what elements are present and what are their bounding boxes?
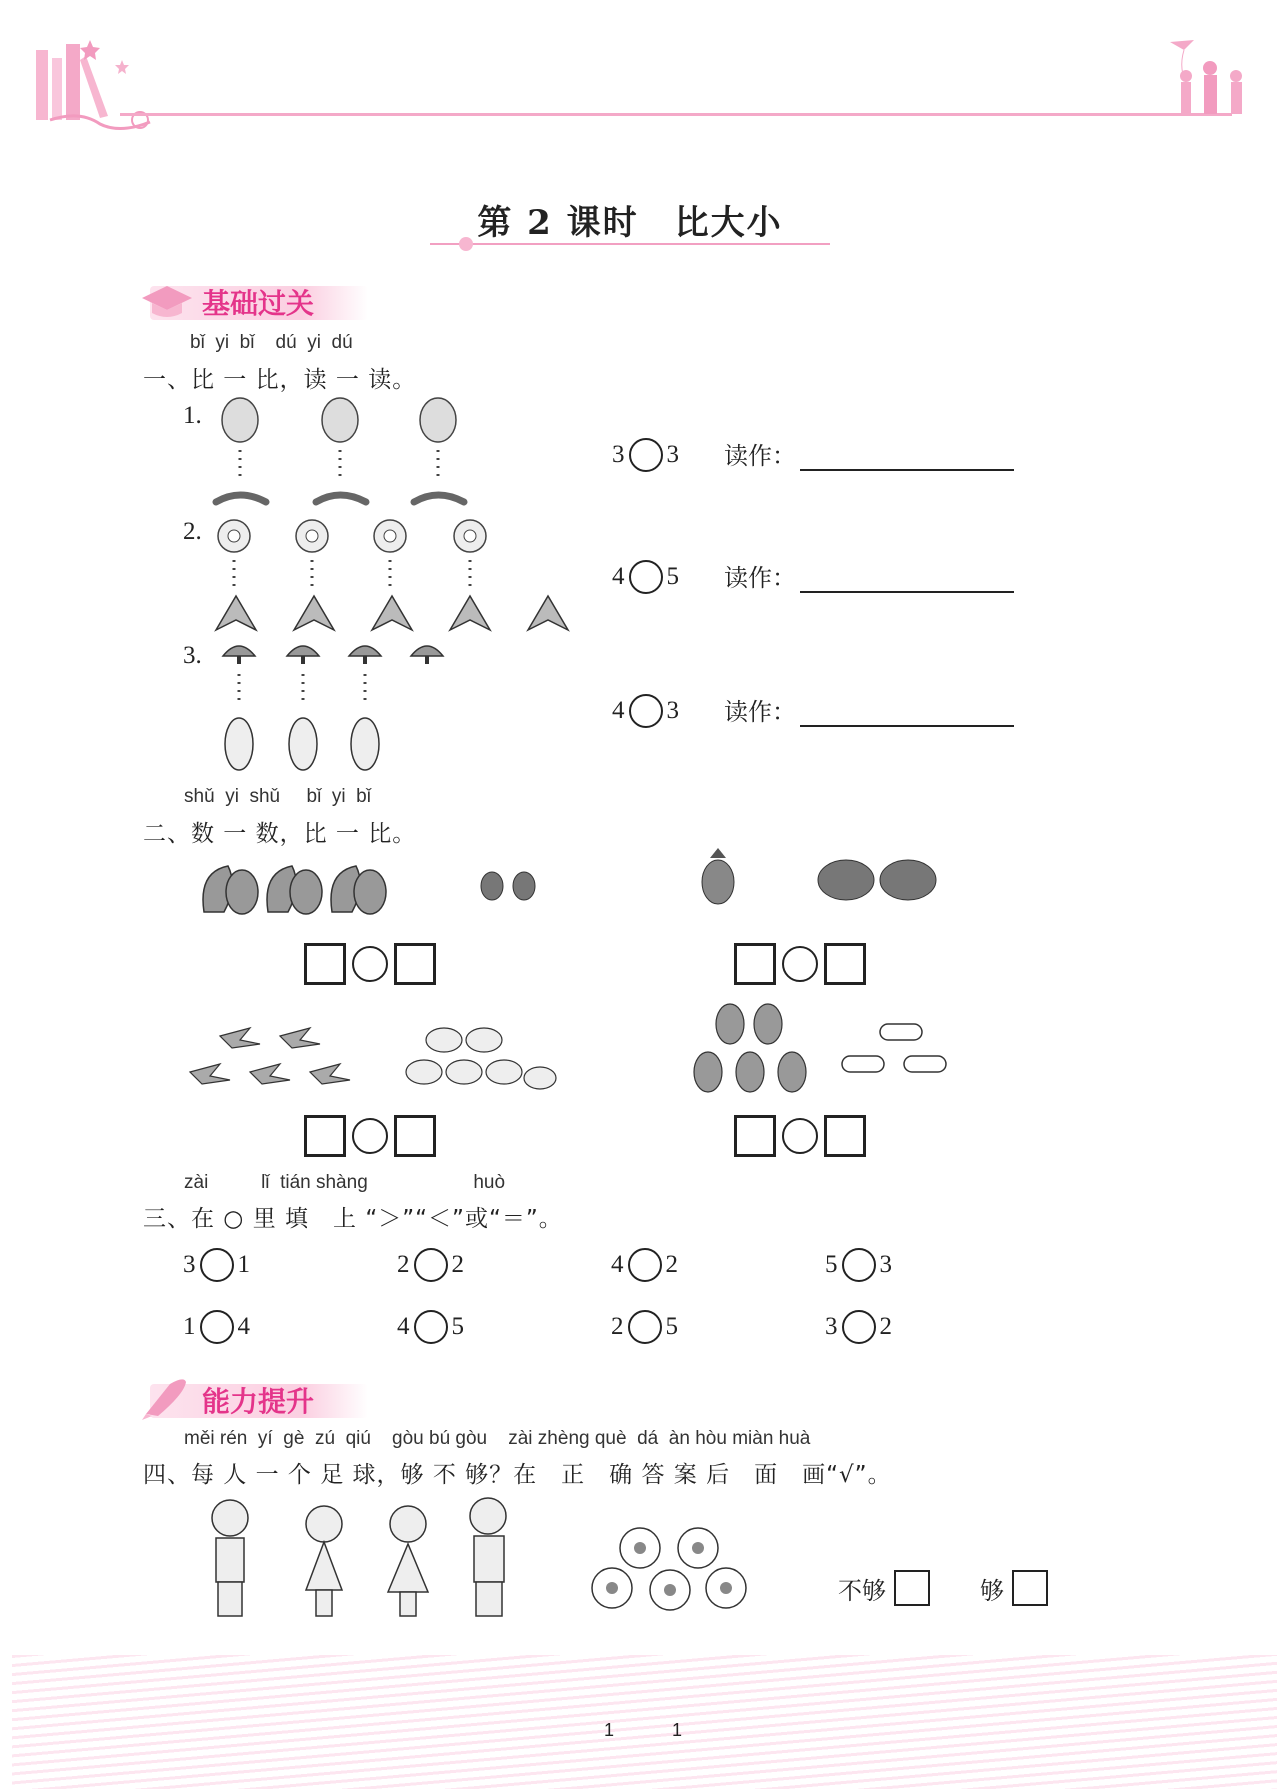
- q1-question: 一、比 一 比，读 一 读。: [143, 367, 417, 393]
- q1-read-2: [724, 558, 1014, 593]
- q1-read-2-blank[interactable]: [800, 567, 1014, 593]
- q1-compare-1-right: 3: [666, 441, 679, 468]
- q3-r1-c4-circle[interactable]: [842, 1248, 876, 1282]
- q4-not-enough-label: 不够: [838, 1576, 886, 1605]
- q3-r2-c3-circle[interactable]: [628, 1310, 662, 1344]
- q3-r2-c4-left: 3: [825, 1313, 838, 1340]
- children-illustration: [198, 1498, 518, 1620]
- q3-r1-c1-left: 3: [183, 1251, 196, 1278]
- dogs-bones-illustration: [686, 996, 956, 1100]
- q4-enough-label: 够: [980, 1576, 1004, 1605]
- q1-read-3-blank[interactable]: [800, 701, 1014, 727]
- q3-r2-c2-right: 5: [451, 1313, 464, 1340]
- q2-circle-3[interactable]: [352, 1118, 388, 1154]
- pineapple-watermelons-illustration: [696, 846, 946, 906]
- flowers-butterflies-illustration: [210, 512, 580, 640]
- page-number-right: 1: [672, 1720, 683, 1740]
- q3-r1-c3-left: 4: [611, 1251, 624, 1278]
- q1-item-2-label: 2.: [183, 518, 202, 545]
- section-title-advanced: 能力提升: [202, 1385, 315, 1418]
- q1-compare-2-left: 4: [612, 563, 625, 590]
- q2-box-3a[interactable]: [304, 1115, 346, 1157]
- q3-r1-c3: [611, 1248, 678, 1282]
- q1-compare-3-left: 4: [612, 697, 625, 724]
- section-title-basic: 基础过关: [202, 287, 315, 320]
- q3-r2-c4-right: 2: [879, 1313, 892, 1340]
- q3-r1-c2-circle[interactable]: [414, 1248, 448, 1282]
- q1-pinyin: bǐ yi bǐ dú yi dú: [190, 332, 353, 353]
- q3-r1-c4: [825, 1248, 892, 1282]
- q3-r1-c2-left: 2: [397, 1251, 410, 1278]
- q3-r2-c3-left: 2: [611, 1313, 624, 1340]
- q2-box-2a[interactable]: [734, 943, 776, 985]
- rocket-icon: [140, 1376, 190, 1420]
- q1-compare-3-right: 3: [666, 697, 679, 724]
- q3-r2-c1: [183, 1310, 250, 1344]
- q3-r2-c2: [397, 1310, 464, 1344]
- q2-box-4b[interactable]: [824, 1115, 866, 1157]
- chicks-worms-illustration: [210, 392, 470, 512]
- page-title-wrap: [430, 195, 830, 244]
- q3-r1-c4-left: 5: [825, 1251, 838, 1278]
- q1-compare-1-left: 3: [612, 441, 625, 468]
- q2-pinyin: shǔ yi shǔ bǐ yi bǐ: [184, 786, 371, 807]
- title-underline: [430, 243, 830, 245]
- q2-box-2b[interactable]: [824, 943, 866, 985]
- q3-r2-c3: [611, 1310, 678, 1344]
- q3-r2-c1-left: 1: [183, 1313, 196, 1340]
- q1-item-3-label: 3.: [183, 642, 202, 669]
- q3-r1-c3-circle[interactable]: [628, 1248, 662, 1282]
- q1-compare-1-answer-circle[interactable]: [629, 438, 663, 472]
- footer-band: [12, 1655, 1277, 1789]
- q1-compare-3: [612, 694, 679, 728]
- q2-circle-4[interactable]: [782, 1118, 818, 1154]
- q1-compare-2: [612, 560, 679, 594]
- q3-r1-c2: [397, 1248, 464, 1282]
- soccer-balls-illustration: [590, 1526, 750, 1614]
- q3-r2-c2-circle[interactable]: [414, 1310, 448, 1344]
- q3-r1-c1-circle[interactable]: [200, 1248, 234, 1282]
- q2-answer-row-4: [734, 1115, 866, 1157]
- q4-enough-box[interactable]: [1012, 1570, 1048, 1606]
- q3-r2-c1-circle[interactable]: [200, 1310, 234, 1344]
- q2-box-4a[interactable]: [734, 1115, 776, 1157]
- page-title: 第 2 课时 比大小: [477, 203, 783, 243]
- q1-read-1-label: 读作：: [724, 442, 796, 470]
- q2-box-1b[interactable]: [394, 943, 436, 985]
- q2-circle-1[interactable]: [352, 946, 388, 982]
- q1-item-1-label: 1.: [183, 402, 202, 429]
- q4-answer-enough: [980, 1570, 1048, 1606]
- q1-compare-2-answer-circle[interactable]: [629, 560, 663, 594]
- q3-r1-c1: [183, 1248, 250, 1282]
- title-dot: [459, 237, 473, 251]
- q3-r2-c3-right: 5: [665, 1313, 678, 1340]
- q1-compare-2-right: 5: [666, 563, 679, 590]
- q3-r2-c1-right: 4: [237, 1313, 250, 1340]
- q2-answer-row-1: [304, 943, 436, 985]
- q4-not-enough-box[interactable]: [894, 1570, 930, 1606]
- q1-read-1-blank[interactable]: [800, 445, 1014, 471]
- kids-kite-icon: [1160, 36, 1260, 118]
- q1-read-3: [724, 692, 1014, 727]
- q3-r2-c4: [825, 1310, 892, 1344]
- q1-compare-3-answer-circle[interactable]: [629, 694, 663, 728]
- q1-compare-1: [612, 438, 679, 472]
- q4-pinyin: měi rén yí gè zú qiú gòu bú gòu zài zhèng què dá àn hòu miàn huà: [184, 1428, 811, 1449]
- q2-answer-row-3: [304, 1115, 436, 1157]
- q3-r1-c3-right: 2: [665, 1251, 678, 1278]
- q1-read-3-label: 读作：: [724, 698, 796, 726]
- squirrels-eggs-illustration: [200, 850, 550, 920]
- birds-ducks-illustration: [184, 1010, 564, 1100]
- q3-r2-c4-circle[interactable]: [842, 1310, 876, 1344]
- q3-r1-c4-right: 3: [879, 1251, 892, 1278]
- q2-circle-2[interactable]: [782, 946, 818, 982]
- q4-question: 四、每 人 一 个 足 球，够 不 够？在 正 确 答 案 后 面 画“√”。: [143, 1462, 892, 1488]
- q2-question: 二、数 一 数，比 一 比。: [143, 821, 417, 847]
- q2-box-1a[interactable]: [304, 943, 346, 985]
- q4-answer-not-enough: [838, 1570, 930, 1606]
- q3-r1-c2-right: 2: [451, 1251, 464, 1278]
- q1-read-2-label: 读作：: [724, 564, 796, 592]
- q1-read-1: [724, 436, 1014, 471]
- q2-box-3b[interactable]: [394, 1115, 436, 1157]
- q2-answer-row-2: [734, 943, 866, 985]
- q3-r2-c2-left: 4: [397, 1313, 410, 1340]
- q3-r1-c1-right: 1: [237, 1251, 250, 1278]
- q3-pinyin: zài lǐ tián shàng huò: [184, 1172, 506, 1193]
- q3-question: 三、在 ○ 里 填 上 “＞”“＜”或“＝”。: [143, 1206, 563, 1232]
- page-number-left: 1: [604, 1720, 615, 1740]
- header-rule: [120, 113, 1232, 116]
- graduation-cap-icon: [140, 282, 194, 322]
- mushrooms-rabbits-illustration: [215, 640, 455, 780]
